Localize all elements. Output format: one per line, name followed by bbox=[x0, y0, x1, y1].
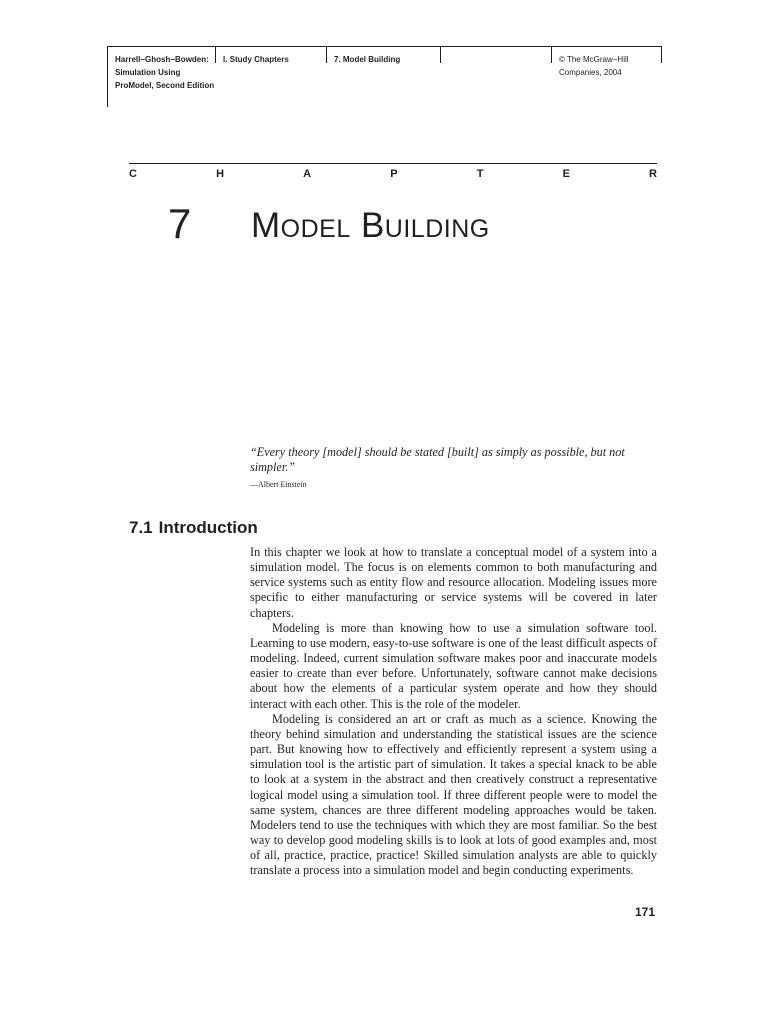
chapter-letter: A bbox=[303, 168, 312, 180]
header-book-info bbox=[107, 47, 215, 107]
chapter-label bbox=[129, 168, 657, 182]
chapter-letter: T bbox=[476, 168, 484, 180]
body-paragraph: Modeling is considered an art or craft as much as a science. Knowing the theory behind simulation and understanding the statistical issues are the science part. But knowing how to effectively and efficiently represent a system using a simulation tool is the artistic part of simulation. It takes a special knack to be able to look at a system in the abstract and then creatively construct a representative logical model using a simulation tool. If three different people were to model the same system, chances are three different modeling approaches would be taken. Modelers tend to use the techniques with which they are most familiar. So the best way to develop good modeling skills is to look at lots of good examples and, most of all, practice, practice, practice! Skilled simulation analysts are able to quickly translate a process into a simulation model and begin conducting experiments. bbox=[250, 711, 657, 878]
header-part: I. Study Chapters bbox=[215, 47, 326, 63]
running-header bbox=[107, 46, 662, 107]
header-book-line: Simulation Using bbox=[115, 68, 181, 77]
section-number: 7.1 bbox=[129, 518, 153, 537]
header-chapter: 7. Model Building bbox=[326, 47, 440, 63]
header-divider bbox=[661, 47, 662, 63]
chapter-letter: H bbox=[216, 168, 225, 180]
page-number: 171 bbox=[634, 905, 655, 919]
section-heading bbox=[129, 517, 258, 539]
chapter-number: 7 bbox=[168, 200, 192, 247]
chapter-letter: P bbox=[390, 168, 398, 180]
header-copyright: © The McGraw−Hill Companies, 2004 bbox=[551, 47, 662, 63]
body-paragraph: In this chapter we look at how to translate a conceptual model of a system into a simulation model. The focus is on elements common to both manufacturing and service systems such as entity flow and resource allocation. Modeling issues more specific to either manufacturing or service systems will be covered in later chapters. bbox=[250, 545, 657, 620]
chapter-rule bbox=[129, 163, 657, 164]
body-paragraph: Modeling is more than knowing how to use a simulation software tool. Learning to use modern, easy-to-use software is one of the least difficult aspects of modeling. Indeed, current simulation software makes poor and inaccurate models easier to create than ever before. Unfortunately, software cannot make decisions about how the elements of a particular system operate and how they should interact with each other. This is the role of the modeler. bbox=[250, 620, 657, 711]
epigraph-attribution: —Albert Einstein bbox=[250, 480, 307, 489]
header-book-line: Harrell−Ghosh−Bowden: bbox=[115, 55, 209, 64]
chapter-letter: R bbox=[649, 168, 657, 180]
chapter-title: Model Building bbox=[251, 206, 490, 245]
header-blank-cell bbox=[440, 47, 551, 63]
epigraph-quote: “Every theory [model] should be stated [built] as simply as possible, but not simpler.” bbox=[250, 445, 625, 474]
section-body bbox=[250, 545, 657, 878]
section-title: Introduction bbox=[158, 518, 258, 537]
header-book-line: ProModel, Second Edition bbox=[115, 81, 215, 90]
chapter-letter: C bbox=[129, 168, 137, 180]
chapter-letter: E bbox=[562, 168, 570, 180]
